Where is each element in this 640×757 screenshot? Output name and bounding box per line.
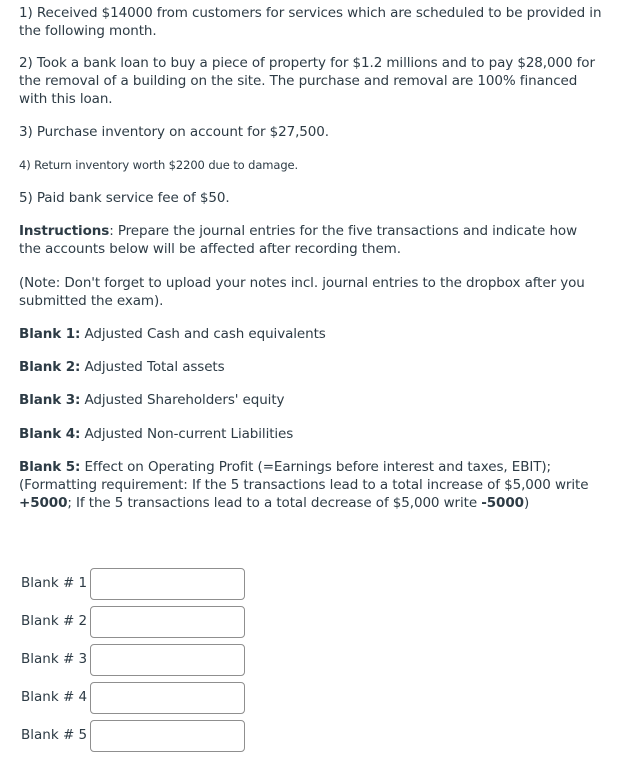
blank-row-1 [21, 568, 261, 600]
instructions [19, 222, 599, 258]
blank-description-5: Blank 5: Effect on Operating Profit (=Earnings before interest and taxes, EBIT); (Formatting requirement: If the 5 transactions lead to a total increase of $5,000 write +5000; If the 5 transactions lead to a total decrease of $5,000 write -5000) [19, 459, 589, 511]
blank-row-3 [21, 644, 261, 676]
blank-description-4: Blank 4: Adjusted Non-current Liabilities [19, 426, 294, 442]
blank-description-3: Blank 3: Adjusted Shareholders' equity [19, 392, 285, 408]
blank-description-1: Blank 1: Adjusted Cash and cash equivalents [19, 326, 326, 342]
instructions-label: Instructions [19, 223, 110, 239]
transaction-1: 1) Received $14000 from customers for services which are scheduled to be provided in the following month. [19, 5, 602, 39]
blank-input-5[interactable] [90, 720, 245, 752]
blank-label: Blank # 4 [21, 689, 88, 705]
blank-row-5 [21, 720, 261, 752]
blank-input-1[interactable] [90, 568, 245, 600]
transaction-2: 2) Took a bank loan to buy a piece of property for $1.2 millions and to pay $28,000 for the removal of a building on the site. The purchase and removal are 100% financed with this loan. [19, 55, 595, 107]
blank-description-2: Blank 2: Adjusted Total assets [19, 359, 225, 375]
blank-label: Blank # 3 [21, 651, 88, 667]
blank-input-2[interactable] [90, 606, 245, 638]
blank-label: Blank # 5 [21, 727, 88, 743]
blank-row-4 [21, 682, 261, 714]
transaction-4: 4) Return inventory worth $2200 due to damage. [19, 158, 299, 172]
blank-label: Blank # 1 [21, 575, 88, 591]
note: (Note: Don't forget to upload your notes incl. journal entries to the dropbox after you submitted the exam). [19, 275, 585, 309]
transaction-3: 3) Purchase inventory on account for $27,500. [19, 124, 329, 140]
transaction-5: 5) Paid bank service fee of $50. [19, 190, 230, 206]
blank-label: Blank # 2 [21, 613, 88, 629]
instructions-text: : Prepare the journal entries for the five transactions and indicate how the accounts below will be affected after recording them. [19, 223, 578, 257]
blank-row-2 [21, 606, 261, 638]
blank-input-4[interactable] [90, 682, 245, 714]
blank-input-3[interactable] [90, 644, 245, 676]
